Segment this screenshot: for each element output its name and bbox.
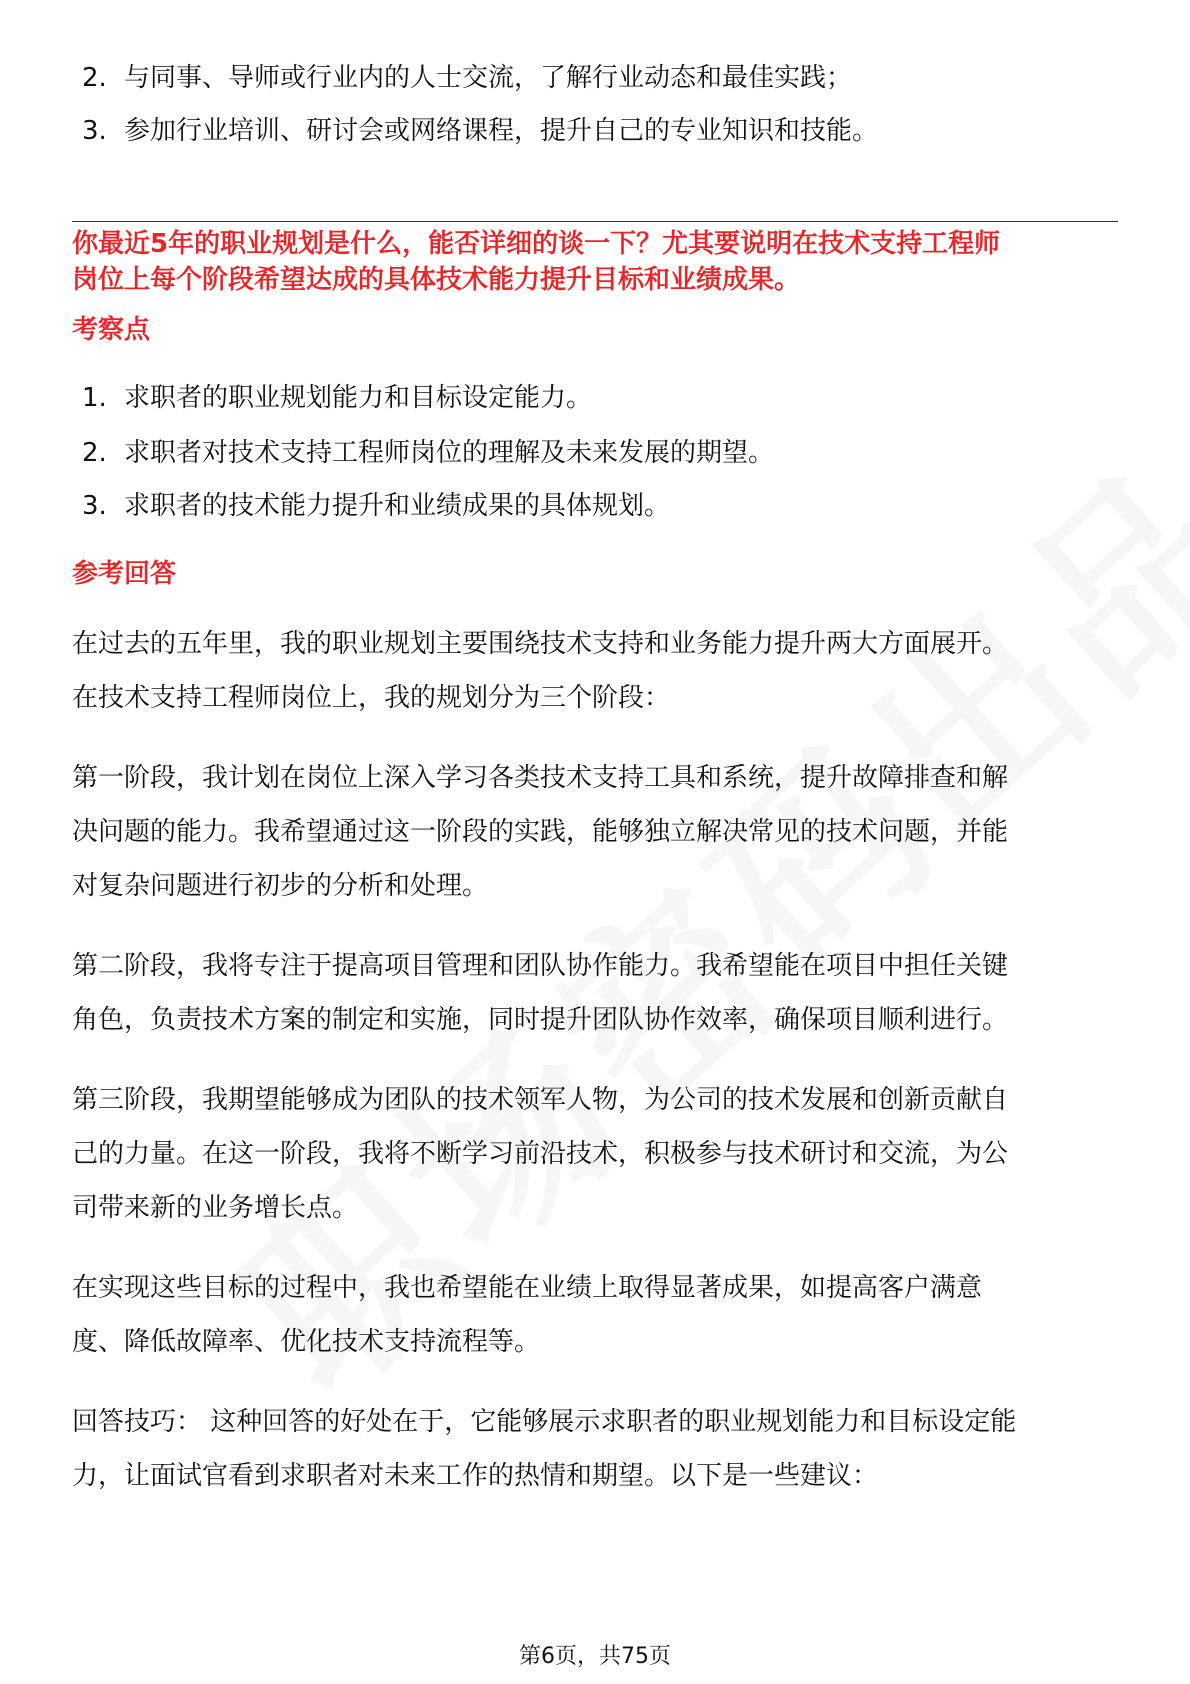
points-heading: 考察点 bbox=[72, 315, 151, 345]
list-number: 3. bbox=[82, 116, 107, 146]
list-number: 3. bbox=[82, 491, 107, 521]
paragraph-line: 第一阶段，我计划在岗位上深入学习各类技术支持工具和系统，提升故障排查和解 bbox=[72, 763, 1009, 793]
paragraph-line: 回答技巧： 这种回答的好处在于，它能够展示求职者的职业规划能力和目标设定能 bbox=[72, 1407, 1017, 1437]
list-number: 2. bbox=[82, 63, 107, 93]
paragraph-line: 度、降低故障率、优化技术支持流程等。 bbox=[72, 1327, 541, 1357]
question-line-2: 岗位上每个阶段希望达成的具体技术能力提升目标和业绩成果。 bbox=[72, 265, 801, 295]
list-number: 1. bbox=[82, 383, 107, 413]
paragraph-line: 在技术支持工程师岗位上，我的规划分为三个阶段： bbox=[72, 683, 671, 713]
list-item: 求职者的技术能力提升和业绩成果的具体规划。 bbox=[124, 491, 671, 521]
paragraph-line: 己的力量。在这一阶段，我将不断学习前沿技术，积极参与技术研讨和交流，为公 bbox=[72, 1139, 1009, 1169]
paragraph-line: 对复杂问题进行初步的分析和处理。 bbox=[72, 871, 489, 901]
paragraph-line: 决问题的能力。我希望通过这一阶段的实践，能够独立解决常见的技术问题，并能 bbox=[72, 817, 1009, 847]
section-divider bbox=[72, 221, 1118, 222]
list-number: 2. bbox=[82, 438, 107, 468]
question-line-1: 你最近5年的职业规划是什么，能否详细的谈一下？尤其要说明在技术支持工程师 bbox=[72, 229, 1001, 259]
paragraph-line: 力，让面试官看到求职者对未来工作的热情和期望。以下是一些建议： bbox=[72, 1461, 879, 1491]
paragraph-line: 司带来新的业务增长点。 bbox=[72, 1193, 359, 1223]
paragraph-line: 角色，负责技术方案的制定和实施，同时提升团队协作效率，确保项目顺利进行。 bbox=[72, 1005, 1009, 1035]
list-item: 求职者对技术支持工程师岗位的理解及未来发展的期望。 bbox=[124, 438, 775, 468]
page-number: 第6页，共75页 bbox=[519, 1644, 671, 1669]
paragraph-line: 第三阶段，我期望能够成为团队的技术领军人物，为公司的技术发展和创新贡献自 bbox=[72, 1085, 1009, 1115]
paragraph-line: 在过去的五年里，我的职业规划主要围绕技术支持和业务能力提升两大方面展开。 bbox=[72, 629, 1009, 659]
answer-heading: 参考回答 bbox=[72, 559, 177, 589]
paragraph-line: 在实现这些目标的过程中，我也希望能在业绩上取得显著成果，如提高客户满意 bbox=[72, 1273, 983, 1303]
list-item: 与同事、导师或行业内的人士交流，了解行业动态和最佳实践； bbox=[124, 63, 853, 93]
paragraph-line: 第二阶段，我将专注于提高项目管理和团队协作能力。我希望能在项目中担任关键 bbox=[72, 951, 1009, 981]
list-item: 求职者的职业规划能力和目标设定能力。 bbox=[124, 383, 593, 413]
list-item: 参加行业培训、研讨会或网络课程，提升自己的专业知识和技能。 bbox=[124, 116, 879, 146]
